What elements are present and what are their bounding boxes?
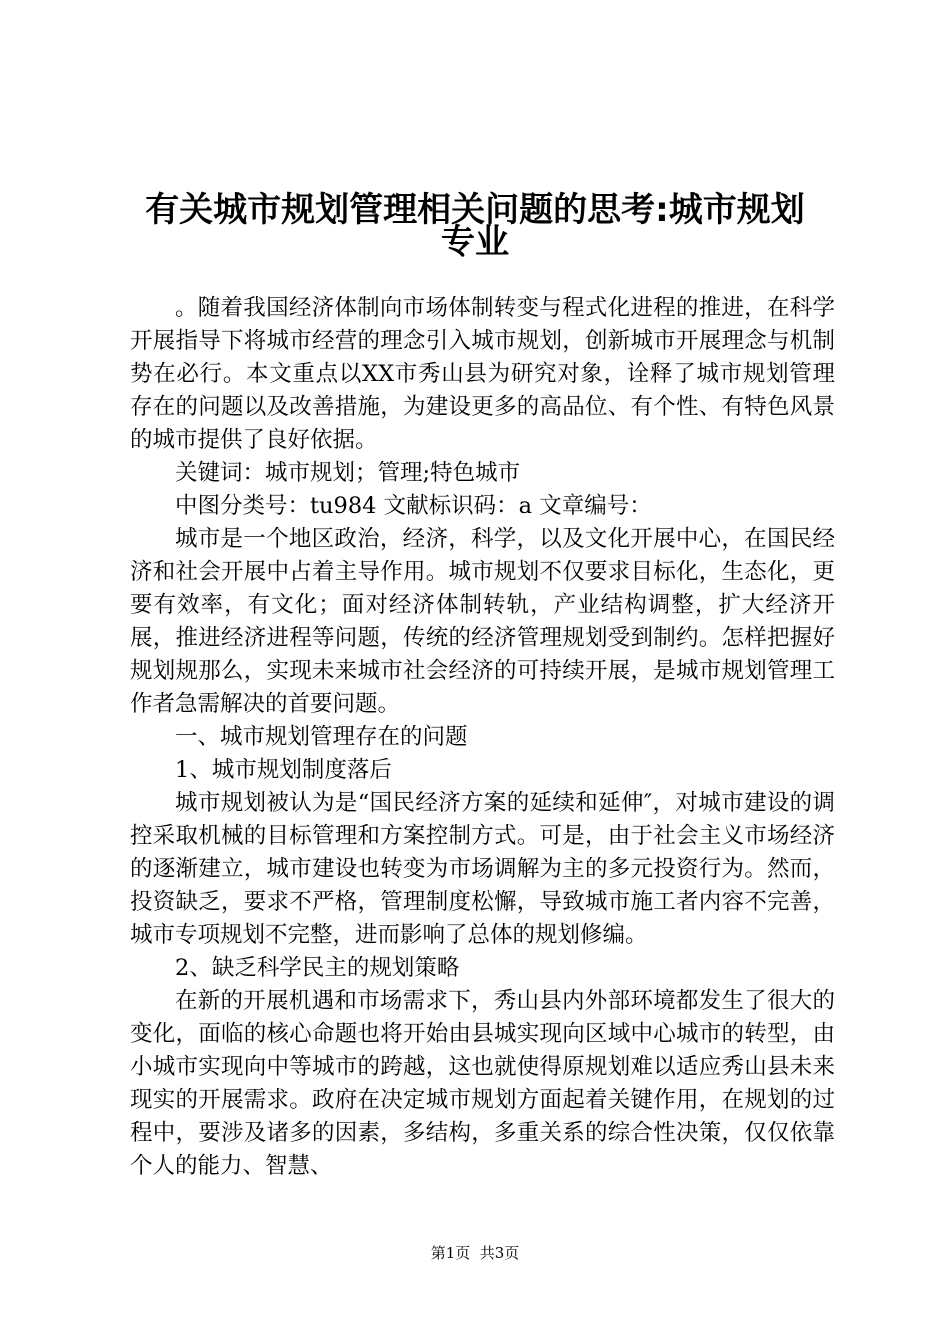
body-paragraph: 城市规划被认为是“国民经济方案的延续和延伸″，对城市建设的调控采取机械的目标管理和方案控制方式。可是，由于社会主义市场经济的逐渐建立，城市建设也转变为市场调解为主的多元投资行为。然而，投资缺乏，要求不严格，管理制度松懈，导致城市施工者内容不完善，城市专项规划不完整，进而影响了总体的规划修编。: [130, 790, 835, 948]
subsection-heading: 2、缺乏科学民主的规划策略: [175, 955, 460, 981]
classification-line: 中图分类号：tu984 文献标识码：a 文章编号：: [175, 493, 652, 519]
document-title-line-2: 专业: [441, 222, 509, 262]
keywords-line: 关键词：城市规划；管理;特色城市: [175, 460, 521, 486]
subsection-heading: 1、城市规划制度落后: [175, 757, 392, 783]
body-paragraph: 城市是一个地区政治，经济，科学，以及文化开展中心，在国民经济和社会开展中占着主导作用。城市规划不仅要求目标化，生态化，更要有效率，有文化；面对经济体制转轨，产业结构调整，扩大经济开展，推进经济进程等问题，传统的经济管理规划受到制约。怎样把握好规划规那么，实现未来城市社会经济的可持续开展，是城市规划管理工作者急需解决的首要问题。: [130, 526, 835, 717]
section-heading: 一、城市规划管理存在的问题: [175, 724, 468, 750]
body-paragraph: 在新的开展机遇和市场需求下，秀山县内外部环境都发生了很大的变化，面临的核心命题也将开始由县城实现向区域中心城市的转型，由小城市实现向中等城市的跨越，这也就使得原规划难以适应秀山县未来现实的开展需求。政府在决定城市规划方面起着关键作用，在规划的过程中，要涉及诸多的因素，多结构，多重关系的综合性决策，仅仅依靠个人的能力、智慧、: [130, 988, 835, 1179]
abstract-paragraph: 。随着我国经济体制向市场体制转变与程式化进程的推进，在科学开展指导下将城市经营的理念引入城市规划，创新城市开展理念与机制势在必行。本文重点以XX市秀山县为研究对象，诠释了城市规划管理存在的问题以及改善措施，为建设更多的高品位、有个性、有特色风景的城市提供了良好依据。: [130, 295, 835, 453]
document-title-line-1: 有关城市规划管理相关问题的思考:城市规划: [145, 190, 805, 230]
page-number-footer: 第1页 共3页: [430, 1244, 520, 1262]
document-body: [130, 292, 835, 1183]
